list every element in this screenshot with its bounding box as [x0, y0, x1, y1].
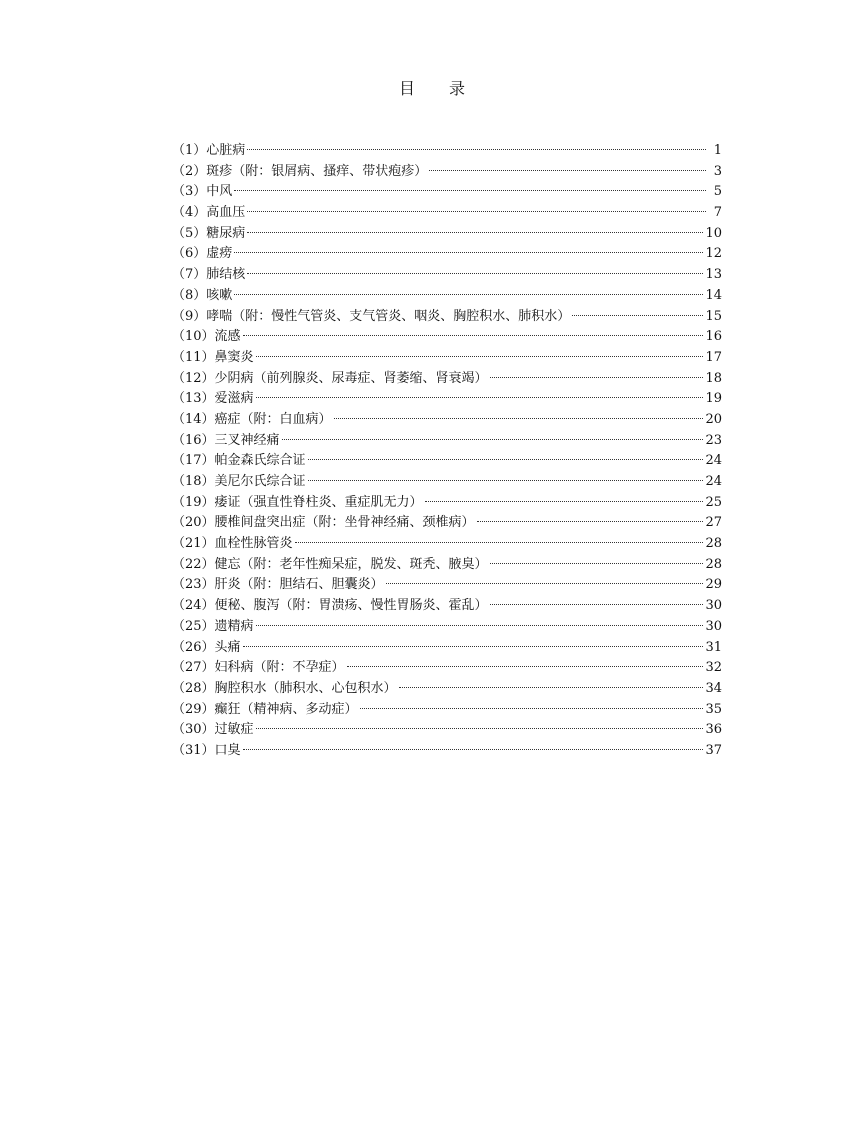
toc-dot-leader — [308, 480, 704, 481]
toc-dot-leader — [360, 708, 704, 709]
toc-entry-label: （14）癌症（附：白血病） — [172, 411, 332, 427]
toc-entry-label: （28）胸腔积水（肺积水、心包积水） — [172, 680, 397, 696]
toc-dot-leader — [234, 252, 703, 253]
toc-entry-page-number: 30 — [705, 618, 722, 634]
toc-entry-label: （6）虚痨 — [172, 246, 233, 262]
toc-entry[interactable] — [172, 431, 722, 452]
toc-entry-label: （16）三叉神经痛 — [172, 432, 280, 448]
toc-dot-leader — [295, 542, 704, 543]
toc-dot-leader — [247, 273, 703, 274]
toc-entry[interactable] — [172, 369, 722, 390]
toc-entry[interactable] — [172, 307, 722, 328]
toc-entry-label: （5）糖尿病 — [172, 225, 246, 241]
toc-entry-label: （24）便秘、腹泻（附：胃溃疡、慢性胃肠炎、霍乱） — [172, 598, 488, 614]
toc-entry-page-number: 29 — [705, 577, 722, 593]
toc-entry-label: （10）流感 — [172, 329, 241, 345]
toc-entry-page-number: 10 — [705, 225, 722, 241]
toc-entry-label: （23）肝炎（附：胆结石、胆囊炎） — [172, 577, 384, 593]
toc-dot-leader — [490, 604, 704, 605]
toc-entry-page-number: 35 — [705, 701, 722, 717]
toc-dot-leader — [256, 356, 704, 357]
toc-entry-page-number: 37 — [705, 742, 722, 758]
toc-dot-leader — [490, 377, 704, 378]
toc-entry-label: （31）口臭 — [172, 742, 241, 758]
toc-entry-page-number: 1 — [713, 143, 722, 158]
toc-entry[interactable] — [172, 162, 722, 183]
toc-entry[interactable] — [172, 741, 722, 762]
toc-dot-leader — [399, 687, 704, 688]
toc-dot-leader — [243, 646, 704, 647]
toc-dot-leader — [429, 170, 706, 171]
toc-entry-page-number: 12 — [705, 246, 722, 262]
toc-entry[interactable] — [172, 679, 722, 700]
toc-entry-label: （12）少阴病（前列腺炎、尿毒症、肾萎缩、肾衰竭） — [172, 370, 488, 386]
toc-dot-leader — [334, 418, 704, 419]
toc-entry-label: （9）哮喘（附：慢性气管炎、支气管炎、咽炎、胸腔积水、肺积水） — [172, 308, 571, 324]
toc-dot-leader — [256, 397, 704, 398]
toc-dot-leader — [490, 563, 704, 564]
toc-entry[interactable] — [172, 472, 722, 493]
toc-entry-page-number: 5 — [713, 184, 722, 200]
toc-dot-leader — [256, 625, 704, 626]
toc-entry[interactable] — [172, 244, 722, 265]
page-title-part-1: 目 — [398, 79, 417, 98]
toc-dot-leader — [477, 521, 704, 522]
toc-entry[interactable] — [172, 286, 722, 307]
toc-entry-page-number: 36 — [705, 722, 722, 738]
page-title — [0, 76, 866, 99]
toc-entry-label: （7）肺结核 — [172, 267, 246, 283]
toc-entry[interactable] — [172, 658, 722, 679]
toc-entry[interactable] — [172, 700, 722, 721]
toc-entry[interactable] — [172, 513, 722, 534]
toc-dot-leader — [386, 583, 704, 584]
page-title-part-2: 录 — [449, 79, 468, 98]
toc-entry[interactable] — [172, 327, 722, 348]
toc-entry-label: （4）高血压 — [172, 205, 246, 221]
toc-entry-label: （11）鼻窦炎 — [172, 349, 254, 365]
toc-entry[interactable] — [172, 141, 722, 162]
toc-entry[interactable] — [172, 493, 722, 514]
toc-dot-leader — [425, 501, 704, 502]
toc-dot-leader — [247, 149, 706, 150]
toc-entry[interactable] — [172, 720, 722, 741]
toc-dot-leader — [234, 190, 706, 191]
toc-dot-leader — [243, 335, 704, 336]
toc-entry-page-number: 25 — [705, 494, 722, 510]
toc-entry-page-number: 24 — [705, 453, 722, 469]
toc-entry-page-number: 7 — [713, 205, 722, 221]
toc-entry[interactable] — [172, 182, 722, 203]
toc-entry-page-number: 17 — [705, 349, 722, 365]
toc-entry-page-number: 3 — [713, 163, 722, 179]
toc-entry[interactable] — [172, 410, 722, 431]
toc-entry[interactable] — [172, 596, 722, 617]
toc-entry[interactable] — [172, 265, 722, 286]
toc-dot-leader — [243, 749, 704, 750]
toc-entry[interactable] — [172, 451, 722, 472]
toc-entry[interactable] — [172, 575, 722, 596]
toc-entry[interactable] — [172, 638, 722, 659]
toc-dot-leader — [572, 315, 703, 316]
toc-entry-page-number: 31 — [705, 639, 722, 655]
toc-dot-leader — [256, 728, 704, 729]
toc-entry-label: （3）中风 — [172, 184, 233, 200]
toc-entry-label: （21）血栓性脉管炎 — [172, 536, 293, 552]
toc-entry-page-number: 32 — [705, 660, 722, 676]
toc-entry-page-number: 30 — [705, 598, 722, 614]
toc-entry-page-number: 24 — [705, 474, 722, 489]
toc-dot-leader — [247, 211, 706, 212]
toc-dot-leader — [282, 439, 704, 440]
toc-entry-label: （13）爱滋病 — [172, 391, 254, 407]
toc-entry-label: （20）腰椎间盘突出症（附：坐骨神经痛、颈椎病） — [172, 515, 475, 531]
toc-entry-page-number: 20 — [705, 411, 722, 427]
toc-dot-leader — [234, 294, 703, 295]
toc-entry-label: （30）过敏症 — [172, 722, 254, 738]
toc-dot-leader — [247, 232, 703, 233]
toc-entry-page-number: 14 — [705, 287, 722, 303]
toc-entry-page-number: 15 — [705, 308, 722, 324]
toc-entry[interactable] — [172, 389, 722, 410]
table-of-contents — [172, 141, 722, 762]
toc-dot-leader — [347, 666, 704, 667]
toc-entry[interactable] — [172, 224, 722, 245]
toc-entry-label: （2）斑疹（附：银屑病、搔痒、带状疱疹） — [172, 163, 428, 179]
toc-entry-label: （19）痿证（强直性脊柱炎、重症肌无力） — [172, 494, 423, 510]
toc-dot-leader — [308, 459, 704, 460]
toc-entry[interactable] — [172, 534, 722, 555]
toc-entry[interactable] — [172, 555, 722, 576]
toc-entry-page-number: 23 — [705, 432, 722, 448]
toc-entry-page-number: 27 — [705, 515, 722, 531]
toc-entry-label: （22）健忘（附：老年性痴呆症，脱发、斑秃、腋臭） — [172, 556, 488, 572]
toc-entry-label: （26）头痛 — [172, 639, 241, 655]
toc-entry-page-number: 16 — [705, 329, 722, 345]
toc-entry-label: （17）帕金森氏综合证 — [172, 453, 306, 469]
toc-entry-page-number: 34 — [705, 680, 722, 696]
toc-entry-page-number: 13 — [705, 267, 722, 283]
toc-entry-label: （1）心脏病 — [172, 143, 246, 158]
toc-entry[interactable] — [172, 348, 722, 369]
toc-entry[interactable] — [172, 203, 722, 224]
toc-entry-page-number: 19 — [705, 391, 722, 407]
toc-entry[interactable] — [172, 617, 722, 638]
toc-entry-label: （25）遗精病 — [172, 618, 254, 634]
toc-entry-page-number: 28 — [705, 556, 722, 572]
toc-entry-page-number: 28 — [705, 536, 722, 552]
toc-entry-label: （27）妇科病（附：不孕症） — [172, 660, 345, 676]
toc-entry-label: （8）咳嗽 — [172, 287, 233, 303]
toc-entry-label: （29）癫狂（精神病、多动症） — [172, 701, 358, 717]
toc-entry-label: （18）美尼尔氏综合证 — [172, 474, 306, 489]
toc-entry-page-number: 18 — [705, 370, 722, 386]
